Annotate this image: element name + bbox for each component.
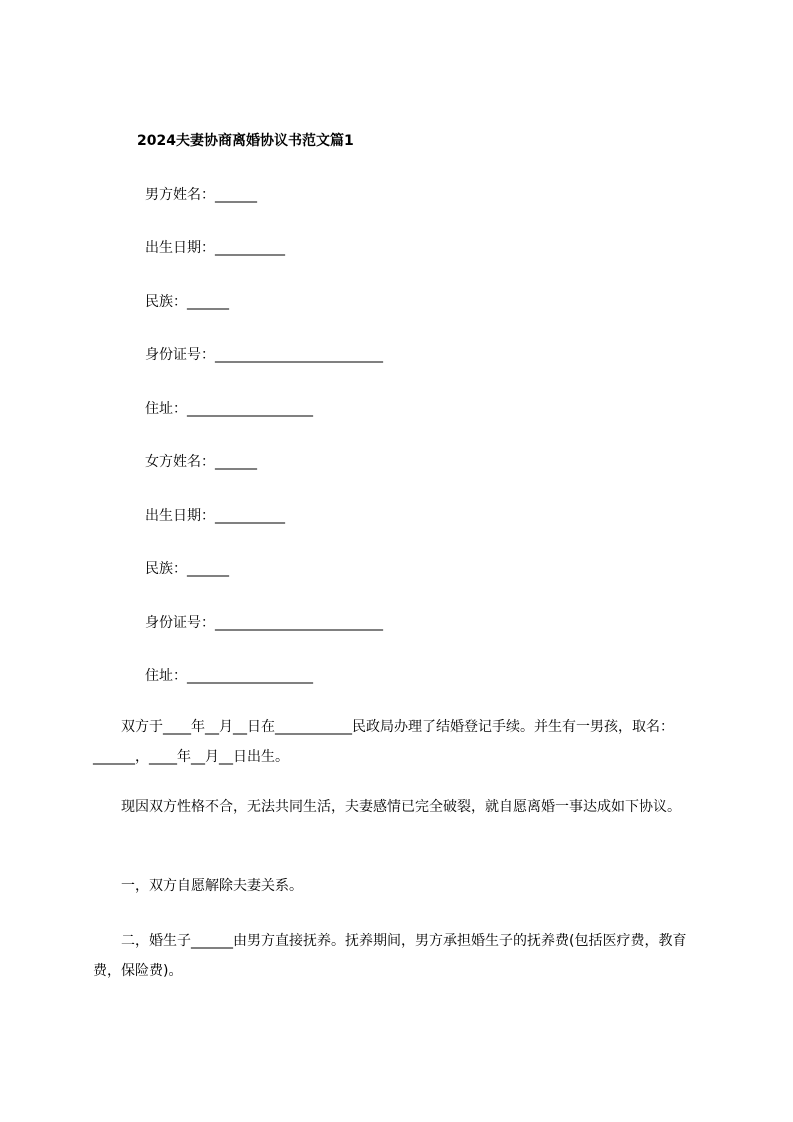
male-name-field: 男方姓名：______ [145, 187, 257, 203]
male-id-number-field: 身份证号：________________________ [145, 347, 383, 363]
female-birthdate-field: 出生日期：__________ [145, 508, 285, 524]
marriage-registration-paragraph: 双方于____年__月__日在___________民政局办理了结婚登记手续。并生有一男孩，取名：______，____年__月__日出生。 [93, 719, 674, 765]
female-id-number-field: 身份证号：________________________ [145, 615, 383, 631]
female-address-field: 住址：__________________ [145, 668, 313, 684]
male-birthdate-field: 出生日期：__________ [145, 240, 285, 256]
clause-1-paragraph: 一，双方自愿解除夫妻关系。 [121, 878, 303, 894]
male-address-field: 住址：__________________ [145, 401, 313, 417]
document-title: 2024夫妻协商离婚协议书范文篇1 [137, 133, 354, 149]
female-name-field: 女方姓名：______ [145, 454, 257, 470]
clause-2-paragraph: 二，婚生子______由男方直接抚养。抚养期间，男方承担婚生子的抚养费(包括医疗费，教育费，保险费)。 [93, 933, 687, 979]
divorce-reason-paragraph: 现因双方性格不合，无法共同生活，夫妻感情已完全破裂，就自愿离婚一事达成如下协议。 [121, 799, 681, 815]
male-ethnicity-field: 民族：______ [145, 294, 229, 310]
female-ethnicity-field: 民族：______ [145, 561, 229, 577]
